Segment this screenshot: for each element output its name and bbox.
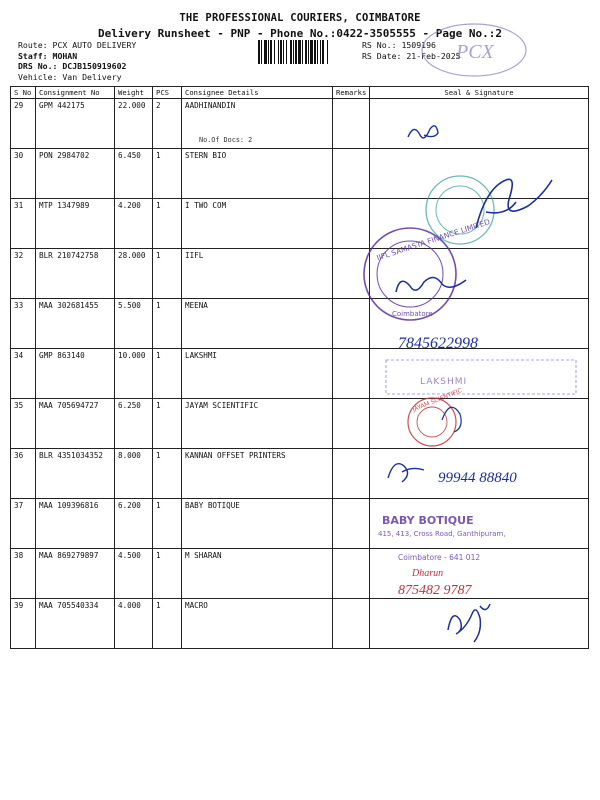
row-sno-text: 33	[14, 301, 24, 310]
row-sno	[11, 199, 36, 249]
row-sno	[11, 249, 36, 299]
route-value: PCX AUTO DELIVERY	[52, 40, 137, 50]
row-consignee-text: LAKSHMI	[185, 351, 218, 360]
row-consignment-no	[36, 349, 115, 399]
barcode	[258, 40, 354, 64]
row-pcs-text: 1	[156, 251, 161, 260]
row-pcs	[153, 599, 182, 649]
row-pcs	[153, 549, 182, 599]
row-consignee	[182, 499, 333, 549]
row-consignment-no-text: MTP 1347989	[39, 201, 90, 210]
staff-value: MOHAN	[52, 50, 78, 61]
row-pcs-text: 1	[156, 601, 161, 610]
row-consignment-no-text: MAA 109396816	[39, 501, 99, 510]
row-consignee-text: M SHARAN	[185, 551, 222, 560]
table-row	[11, 299, 589, 349]
row-sno-text: 39	[14, 601, 24, 610]
row-weight	[115, 599, 153, 649]
baby-stamp-address: 415, 413, Cross Road, Ganthipuram,	[378, 530, 506, 538]
row-consignee	[182, 449, 333, 499]
row-consignee-text: I TWO COM	[185, 201, 227, 210]
runsheet-meta-left	[18, 40, 136, 82]
row-consignee-text: KANNAN OFFSET PRINTERS	[185, 451, 286, 460]
row-seal-signature	[370, 199, 589, 249]
row-remarks	[333, 199, 370, 249]
row-consignee	[182, 599, 333, 649]
row-pcs-text: 1	[156, 401, 161, 410]
row-weight	[115, 349, 153, 399]
row-consignee-text: BABY BOTIQUE	[185, 501, 240, 510]
row-consignee	[182, 199, 333, 249]
row-remarks	[333, 349, 370, 399]
row-weight-text: 6.250	[118, 401, 141, 410]
row-weight	[115, 249, 153, 299]
row-remarks	[333, 449, 370, 499]
row-seal-signature	[370, 299, 589, 349]
phone-row36: 99944 88840	[438, 470, 517, 486]
row-seal-signature	[370, 399, 589, 449]
route-line: Route: PCX AUTO DELIVERY	[18, 40, 137, 50]
row-sno	[11, 299, 36, 349]
row-weight	[115, 99, 153, 149]
table-row	[11, 499, 589, 549]
row-sno-text: 37	[14, 501, 24, 510]
row-consignment-no	[36, 449, 115, 499]
row-pcs	[153, 449, 182, 499]
row-consignment-no-text: MAA 705540334	[39, 601, 99, 610]
row-consignment-no	[36, 599, 115, 649]
row-consignment-no-text: GMP 863140	[39, 351, 85, 360]
row-consignment-no-text: BLR 4351034352	[39, 451, 104, 460]
row-seal-signature	[370, 449, 589, 499]
col-header-consignment: Consignment No	[36, 87, 115, 99]
jayam-stamp-text: JAYAM SCIENTIFIC	[411, 387, 463, 414]
row-sno	[11, 449, 36, 499]
row-consignment-no-text: MAA 869279897	[39, 551, 99, 560]
col-header-seal: Seal & Signature	[370, 87, 589, 99]
row-consignee	[182, 349, 333, 399]
vehicle-value: Van Delivery	[62, 71, 122, 82]
table-row	[11, 399, 589, 449]
row-remarks	[333, 399, 370, 449]
iifl-stamp-text: IIFL SAMASTA FINANCE LIMITED	[375, 217, 492, 263]
row-consignment-no	[36, 249, 115, 299]
row-seal-signature	[370, 599, 589, 649]
row-pcs-text: 1	[156, 201, 161, 210]
rs-date-value: 21-Feb-2025	[406, 50, 461, 61]
row-sno-text: 32	[14, 251, 24, 260]
row-weight	[115, 149, 153, 199]
row-seal-signature	[370, 249, 589, 299]
row-consignee	[182, 249, 333, 299]
rs-date-line: RS Date: 21-Feb-2025	[362, 50, 461, 61]
row-sno-text: 29	[14, 101, 24, 110]
name-row38: Dharun	[412, 568, 444, 579]
row-weight-text: 5.500	[118, 301, 141, 310]
row-sno-text: 35	[14, 401, 24, 410]
row-remarks	[333, 599, 370, 649]
row-seal-signature	[370, 149, 589, 199]
row-sno-text: 36	[14, 451, 24, 460]
row-consignment-no	[36, 299, 115, 349]
row-consignment-no	[36, 499, 115, 549]
row-sno	[11, 149, 36, 199]
row-consignee	[182, 299, 333, 349]
table-row	[11, 99, 589, 149]
row-pcs	[153, 499, 182, 549]
table-body	[11, 99, 589, 649]
row-consignment-no-text: MAA 705694727	[39, 401, 99, 410]
table-row	[11, 349, 589, 399]
row-remarks	[333, 499, 370, 549]
row-consignee-text: MEENA	[185, 301, 208, 310]
row-remarks	[333, 249, 370, 299]
row-pcs-text: 1	[156, 501, 161, 510]
row-remarks	[333, 549, 370, 599]
row-seal-signature	[370, 349, 589, 399]
phone-row38: 875482 9787	[398, 583, 472, 598]
row-pcs	[153, 99, 182, 149]
vehicle-line: Vehicle: Van Delivery	[18, 71, 122, 82]
iifl-stamp-city: Coimbatore	[392, 310, 433, 318]
row-weight-text: 4.000	[118, 601, 141, 610]
runsheet-meta-right	[362, 40, 461, 61]
row-sno-text: 38	[14, 551, 24, 560]
row-sno	[11, 599, 36, 649]
baby-stamp-name: BABY BOTIQUE	[382, 514, 474, 527]
table-row	[11, 549, 589, 599]
lakshmi-stamp-text: LAKSHMI	[420, 377, 468, 387]
table-row	[11, 449, 589, 499]
row-pcs	[153, 399, 182, 449]
row-consignee	[182, 99, 333, 149]
row-sno-text: 30	[14, 151, 24, 160]
row-consignment-no-text: PON 2984702	[39, 151, 90, 160]
row-sno	[11, 549, 36, 599]
row-weight-text: 22.000	[118, 101, 146, 110]
table-header-row	[11, 87, 589, 99]
row-weight-text: 6.450	[118, 151, 141, 160]
phone-row33: 7845622998	[398, 335, 478, 352]
row-weight	[115, 499, 153, 549]
runsheet-table	[10, 86, 589, 649]
row-weight-text: 6.200	[118, 501, 141, 510]
runsheet-subtitle: Delivery Runsheet - PNP - Phone No.:0422-3505555 - Page No.:2	[98, 27, 502, 40]
row-weight-text: 8.000	[118, 451, 141, 460]
row-pcs	[153, 249, 182, 299]
col-header-remarks: Remarks	[333, 87, 370, 99]
col-header-consignee: Consignee Details	[182, 87, 333, 99]
row-weight	[115, 299, 153, 349]
row-sno	[11, 399, 36, 449]
table-row	[11, 199, 589, 249]
col-header-sno: S No	[11, 87, 36, 99]
rs-no-line: RS No.: 1509196	[362, 40, 436, 50]
docs-count-note: No.Of Docs: 2	[199, 136, 253, 144]
row-pcs-text: 1	[156, 301, 161, 310]
row-consignee-text: IIFL	[185, 251, 204, 260]
barcode-bar	[328, 40, 329, 64]
row-sno-text: 31	[14, 201, 24, 210]
row-pcs	[153, 349, 182, 399]
row-pcs-text: 1	[156, 351, 161, 360]
row-seal-signature	[370, 549, 589, 599]
drs-line: DRS No.: DCJB150919602	[18, 61, 127, 71]
row-weight	[115, 399, 153, 449]
row-remarks	[333, 99, 370, 149]
row-consignment-no-text: BLR 210742758	[39, 251, 99, 260]
staff-line: Staff: MOHAN	[18, 50, 78, 61]
row-consignment-no	[36, 99, 115, 149]
row-sno-text: 34	[14, 351, 24, 360]
row-remarks	[333, 299, 370, 349]
row-consignee-text: AADHINANDIN	[185, 101, 236, 110]
row-pcs-text: 1	[156, 451, 161, 460]
row-pcs	[153, 149, 182, 199]
table-row	[11, 599, 589, 649]
row-weight	[115, 549, 153, 599]
row-consignee-text: JAYAM SCIENTIFIC	[185, 401, 259, 410]
pcx-stamp-text: PCX	[456, 41, 494, 63]
row-weight-text: 10.000	[118, 351, 146, 360]
drs-value: DCJB150919602	[62, 61, 127, 71]
row-consignee-text: STERN BIO	[185, 151, 227, 160]
row-seal-signature	[370, 99, 589, 149]
row-sno	[11, 99, 36, 149]
row-pcs-text: 2	[156, 101, 161, 110]
row-weight-text: 28.000	[118, 251, 146, 260]
row-seal-signature	[370, 499, 589, 549]
row-consignee	[182, 549, 333, 599]
row-sno	[11, 349, 36, 399]
table-row	[11, 149, 589, 199]
row-consignment-no	[36, 199, 115, 249]
row-pcs	[153, 199, 182, 249]
row-consignee	[182, 399, 333, 449]
row-weight	[115, 449, 153, 499]
row-weight-text: 4.500	[118, 551, 141, 560]
row-weight-text: 4.200	[118, 201, 141, 210]
row-remarks	[333, 149, 370, 199]
row-consignment-no	[36, 549, 115, 599]
col-header-weight: Weight	[115, 87, 153, 99]
row-pcs-text: 1	[156, 151, 161, 160]
rs-no-value: 1509196	[401, 40, 436, 50]
col-header-pcs: PCS	[153, 87, 182, 99]
row-consignment-no	[36, 149, 115, 199]
row-consignee-text: MACRO	[185, 601, 208, 610]
row-sno	[11, 499, 36, 549]
row-consignment-no-text: MAA 302681455	[39, 301, 99, 310]
company-title: THE PROFESSIONAL COURIERS, COIMBATORE	[179, 12, 421, 24]
row-consignment-no	[36, 399, 115, 449]
row-pcs	[153, 299, 182, 349]
row-consignment-no-text: GPM 442175	[39, 101, 85, 110]
table-row	[11, 249, 589, 299]
baby-stamp-city: Coimbatore - 641 012	[398, 553, 481, 562]
row-weight	[115, 199, 153, 249]
row-consignee	[182, 149, 333, 199]
row-pcs-text: 1	[156, 551, 161, 560]
